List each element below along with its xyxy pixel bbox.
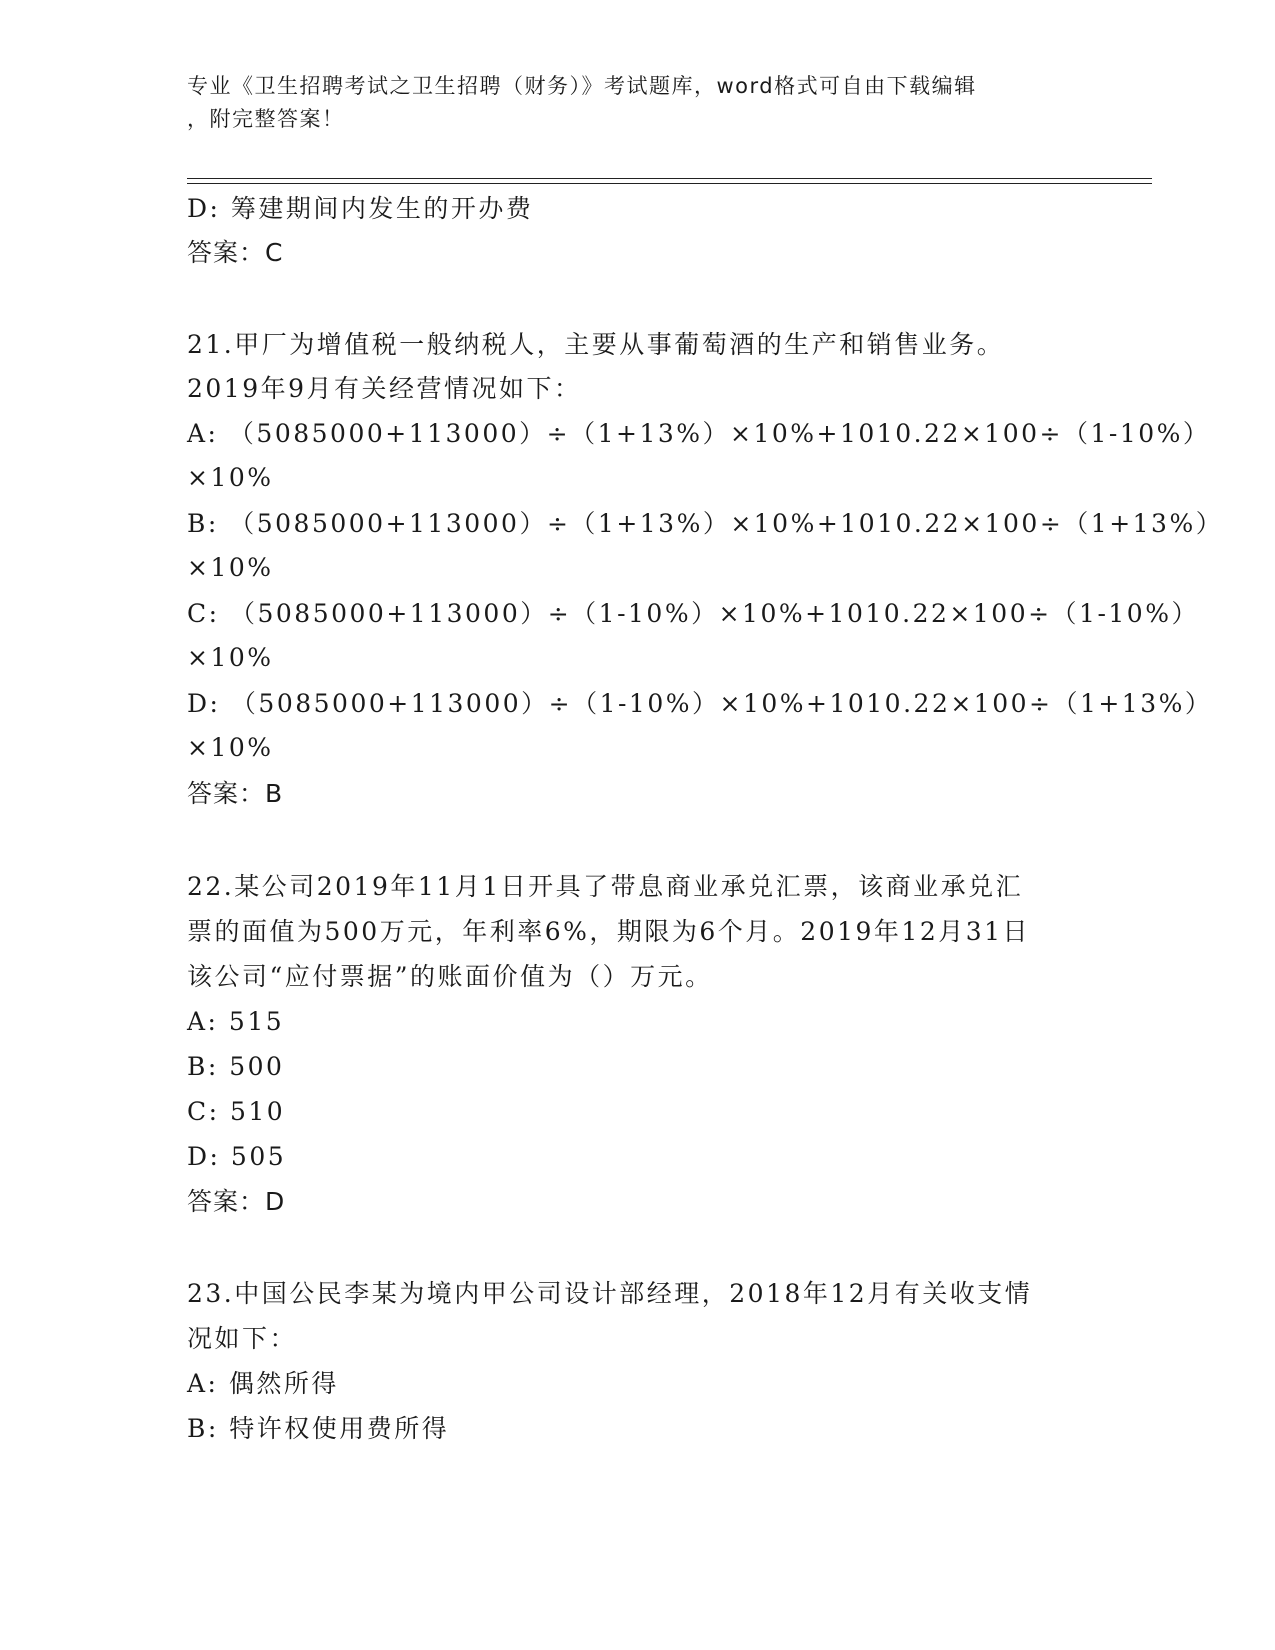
- question-22-line-3: 该公司“应付票据”的账面价值为（）万元。: [187, 962, 713, 991]
- option-c-q22: C: 510: [187, 1097, 286, 1126]
- option-a-q21: A: （5085000+113000）÷（1+13%）×10%+1010.22×100÷（1-10%）: [187, 419, 1211, 448]
- option-b-q21: B: （5085000+113000）÷（1+13%）×10%+1010.22×100÷（1+13%）: [187, 509, 1224, 538]
- header-line-1: 专业《卫生招聘考试之卫生招聘（财务）》考试题库，word格式可自由下载编辑: [187, 74, 977, 98]
- option-d-q21: D: （5085000+113000）÷（1-10%）×10%+1010.22×100÷（1+13%）: [187, 689, 1213, 718]
- option-b-q23: B: 特许权使用费所得: [187, 1414, 450, 1443]
- header-divider-top: [187, 178, 1152, 179]
- header-line-2: ，附完整答案！: [187, 107, 345, 131]
- option-c-q21: C: （5085000+113000）÷（1-10%）×10%+1010.22×100÷（1-10%）: [187, 599, 1199, 628]
- answer-q20: 答案：C: [187, 238, 284, 267]
- question-21-line-2: 2019年9月有关经营情况如下：: [187, 374, 582, 403]
- option-d-q22: D: 505: [187, 1142, 287, 1171]
- question-22-line-1: 22.某公司2019年11月1日开具了带息商业承兑汇票，该商业承兑汇: [187, 872, 1024, 901]
- option-c-q21-cont: ×10%: [187, 643, 274, 672]
- option-d-q20: D: 筹建期间内发生的开办费: [187, 194, 534, 223]
- option-a-q22: A: 515: [187, 1007, 285, 1036]
- option-a-q21-cont: ×10%: [187, 463, 274, 492]
- answer-q22: 答案：D: [187, 1187, 286, 1216]
- question-22-line-2: 票的面值为500万元，年利率6%，期限为6个月。2019年12月31日: [187, 917, 1031, 946]
- document-header: [187, 70, 1087, 136]
- question-23-line-1: 23.中国公民李某为境内甲公司设计部经理，2018年12月有关收支情: [187, 1279, 1033, 1308]
- option-a-q23: A: 偶然所得: [187, 1369, 339, 1398]
- answer-q21: 答案：B: [187, 779, 284, 808]
- option-b-q21-cont: ×10%: [187, 553, 274, 582]
- option-d-q21-cont: ×10%: [187, 733, 274, 762]
- question-23-line-2: 况如下：: [187, 1324, 298, 1353]
- question-21-line-1: 21.甲厂为增值税一般纳税人，主要从事葡萄酒的生产和销售业务。: [187, 330, 1005, 359]
- header-divider-bottom: [187, 183, 1152, 184]
- option-b-q22: B: 500: [187, 1052, 285, 1081]
